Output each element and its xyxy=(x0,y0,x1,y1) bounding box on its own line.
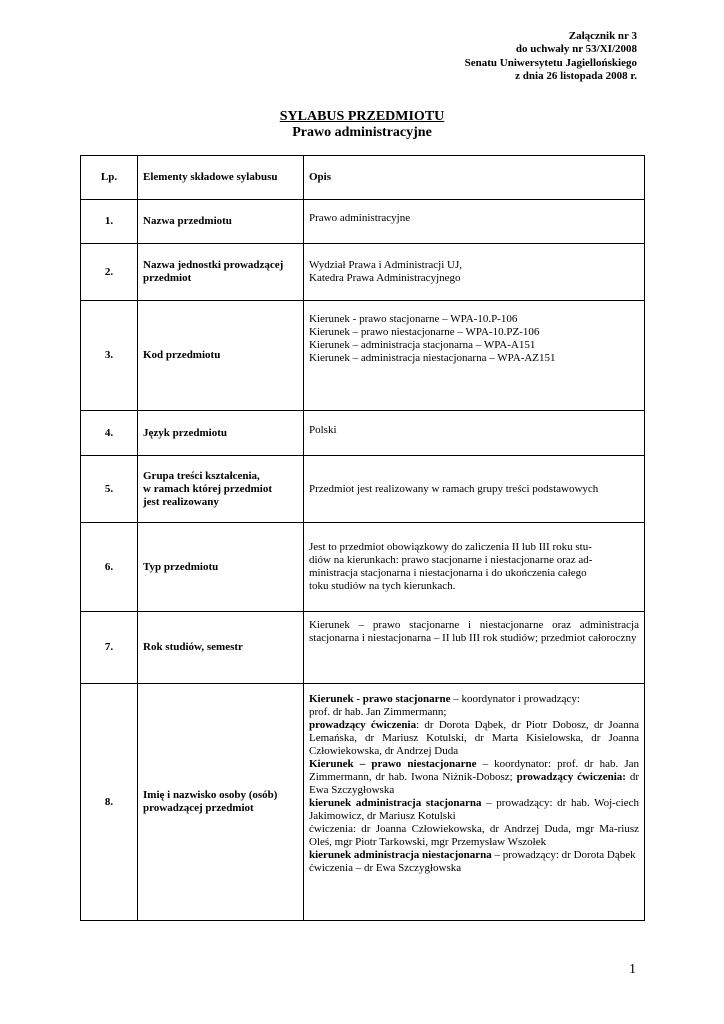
desc-paragraph xyxy=(309,849,639,862)
table-row xyxy=(81,411,645,456)
desc-line: Kierunek – administracja niestacjonarna – WPA-AZ151 xyxy=(309,352,556,364)
desc-text: – koordynator: prof. dr hab. Jan Zimmermann, dr hab. Iwona Niżnik-Dobosz; xyxy=(309,758,639,783)
desc-text: – prowadzący: dr Dorota Dąbek xyxy=(491,849,636,861)
desc-paragraph xyxy=(309,719,639,758)
desc-text: : dr Dorota Dąbek, dr Piotr Dobosz, dr Joanna Lemańska, dr Mariusz Kotulski, dr Marta Kisielowska, dr Joanna Człowiekowska, dr Andrzej Duda xyxy=(309,719,639,757)
desc-text: – koordynator i prowadzący: xyxy=(450,693,580,705)
desc-line: Katedra Prawa Administracyjnego xyxy=(309,272,461,284)
table-row xyxy=(81,244,645,301)
row-element: Imię i nazwisko osoby (osób) prowadzącej przedmiot xyxy=(138,684,304,921)
header-line-attachment: Załącznik nr 3 xyxy=(568,30,637,42)
desc-line: Polski xyxy=(309,424,337,436)
desc-bold: prowadzący ćwiczenia: xyxy=(516,771,626,783)
desc-paragraph xyxy=(309,797,639,823)
table-row xyxy=(81,684,645,921)
header-line-resolution: do uchwały nr 53/XI/2008 xyxy=(515,43,637,56)
row-description xyxy=(304,301,645,411)
row-number: 3. xyxy=(81,301,138,411)
row-description: Kierunek – prawo stacjonarne i niestacjonarne oraz administracja stacjonarna i niestacjonarna – II lub III rok studiów; przedmiot całoroczny xyxy=(304,612,645,684)
table-row xyxy=(81,612,645,684)
desc-line: Kierunek – prawo niestacjonarne – WPA-10.PZ-106 xyxy=(309,326,540,338)
desc-bold: prowadzący ćwiczenia xyxy=(309,719,417,731)
syllabus-heading: SYLABUS PRZEDMIOTU xyxy=(279,109,445,124)
desc-line: diów na kierunkach: prawo stacjonarne i niestacjonarne oraz ad- xyxy=(309,554,593,566)
desc-line: Przedmiot jest realizowany w ramach grupy treści podstawowych xyxy=(309,482,599,495)
header-element: Elementy składowe sylabusu xyxy=(138,156,304,200)
row-number: 6. xyxy=(81,523,138,612)
table-row xyxy=(81,523,645,612)
row-number: 7. xyxy=(81,612,138,684)
desc-paragraph: ćwiczenia: dr Joanna Człowiekowska, dr Andrzej Duda, mgr Ma-riusz Oleś, mgr Piotr Tarkowski, mgr Przemysław Wszołek xyxy=(309,823,639,848)
row-number: 4. xyxy=(81,411,138,456)
desc-paragraph: ćwiczenia – dr Ewa Szczygłowska xyxy=(309,862,462,874)
syllabus-table xyxy=(80,155,645,921)
row-element: Nazwa przedmiotu xyxy=(138,200,304,244)
row-element xyxy=(138,456,304,523)
desc-line: toku studiów na tych kierunkach. xyxy=(309,580,456,592)
desc-line: Kierunek - prawo stacjonarne – WPA-10.P-106 xyxy=(309,313,518,325)
desc-text: – prowadzący: dr hab. Woj-ciech Jakimowicz, dr Mariusz Kotulski xyxy=(309,797,639,822)
element-line: jest realizowany xyxy=(143,495,219,508)
row-description xyxy=(304,684,645,921)
header-line-date: z dnia 26 listopada 2008 r. xyxy=(515,70,637,83)
row-description xyxy=(304,200,645,244)
desc-bold: Kierunek - prawo stacjonarne xyxy=(309,693,451,705)
row-element: Nazwa jednostki prowadzącej przedmiot xyxy=(138,244,304,301)
element-line: w ramach której przedmiot xyxy=(143,482,273,495)
desc-line: Wydział Prawa i Administracji UJ, xyxy=(309,259,463,271)
row-element: Kod przedmiotu xyxy=(138,301,304,411)
subject-heading: Prawo administracyjne xyxy=(292,125,432,140)
row-number: 1. xyxy=(81,200,138,244)
row-element: Język przedmiotu xyxy=(138,411,304,456)
row-description xyxy=(304,244,645,301)
header-lp: Lp. xyxy=(81,156,138,200)
desc-paragraph xyxy=(309,693,639,706)
desc-bold: kierunek administracja stacjonarna xyxy=(309,797,482,809)
document-header xyxy=(337,30,637,84)
row-element: Rok studiów, semestr xyxy=(138,612,304,684)
document-title xyxy=(0,109,724,141)
row-description xyxy=(304,411,645,456)
table-row xyxy=(81,200,645,244)
row-number: 5. xyxy=(81,456,138,523)
row-element: Typ przedmiotu xyxy=(138,523,304,612)
desc-text: dr Ewa Szczygłowska xyxy=(309,771,639,796)
desc-bold: Kierunek – prawo niestacjonarne xyxy=(309,758,477,770)
header-line-senate: Senatu Uniwersytetu Jagiellońskiego xyxy=(464,56,637,69)
row-description xyxy=(304,523,645,612)
desc-line: Kierunek – administracja stacjonarna – WPA-A151 xyxy=(309,339,536,351)
table-row xyxy=(81,456,645,523)
desc-paragraph: prof. dr hab. Jan Zimmermann; xyxy=(309,706,447,718)
row-number: 8. xyxy=(81,684,138,921)
desc-line: ministracja stacjonarna i niestacjonarna i do ukończenia całego xyxy=(309,567,587,579)
header-desc: Opis xyxy=(304,156,645,200)
row-number: 2. xyxy=(81,244,138,301)
table-header-row xyxy=(81,156,645,200)
desc-paragraph xyxy=(309,758,639,797)
desc-line: Prawo administracyjne xyxy=(309,212,411,224)
table-row xyxy=(81,301,645,411)
desc-bold: kierunek administracja niestacjonarna xyxy=(309,849,492,861)
page-number: 1 xyxy=(629,962,636,977)
row-description xyxy=(304,456,645,523)
desc-line: Jest to przedmiot obowiązkowy do zaliczenia II lub III roku stu- xyxy=(309,541,592,553)
element-line: Grupa treści kształcenia, xyxy=(143,469,260,482)
